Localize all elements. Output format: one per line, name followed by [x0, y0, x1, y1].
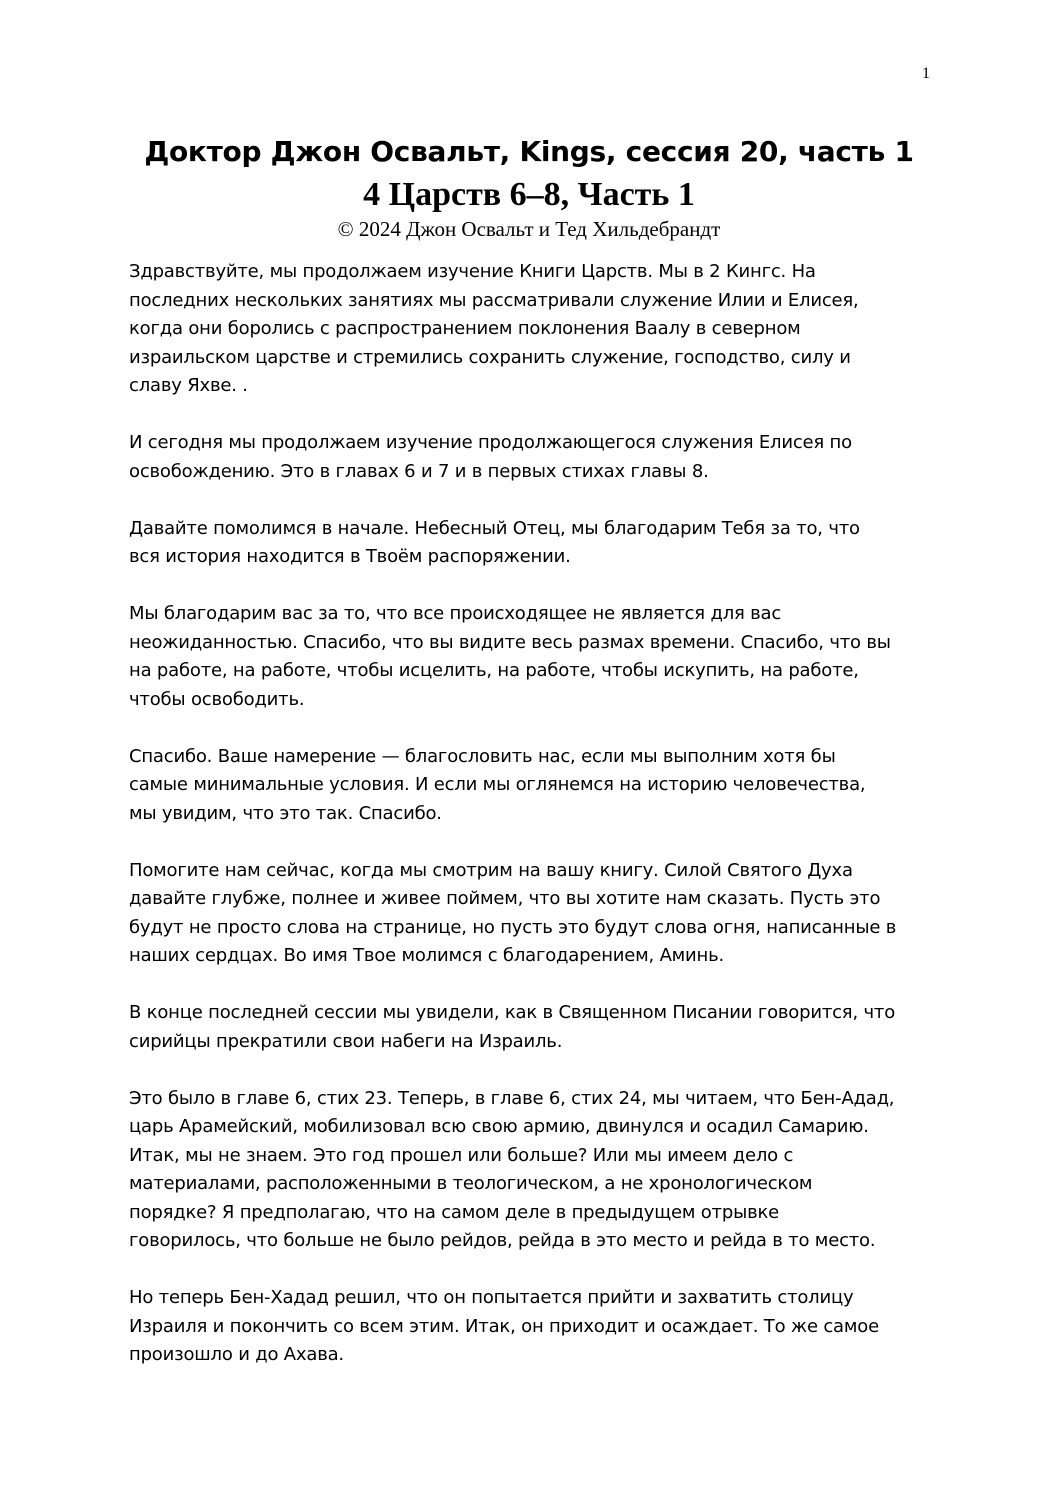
- paragraph-line: Но теперь Бен-Хадад решил, что он попытается прийти и захватить столицу: [129, 1287, 854, 1308]
- paragraph: [129, 857, 949, 971]
- paragraph: [129, 1284, 949, 1370]
- paragraph-line: мы увидим, что это так. Спасибо.: [129, 802, 442, 824]
- paragraph: [129, 600, 949, 714]
- paragraph-line: Спасибо. Ваше намерение — благословить нас, если мы выполним хотя бы: [129, 745, 836, 767]
- paragraph-line: Итак, мы не знаем. Это год прошел или больше? Или мы имеем дело с: [129, 1144, 794, 1166]
- paragraph-line: царь Арамейский, мобилизовал всю свою армию, двинулся и осадил Самарию.: [129, 1116, 869, 1137]
- paragraph-line: вся история находится в Твоём распоряжении.: [129, 546, 571, 567]
- paragraph-line: порядке? Я предполагаю, что на самом деле в предыдущем отрывке: [129, 1201, 780, 1223]
- document-subtitle: 4 Царств 6–8, Часть 1: [363, 176, 695, 213]
- paragraph-line: материалами, расположенными в теологическом, а не хронологическом: [129, 1173, 813, 1194]
- paragraph: [129, 515, 949, 572]
- paragraph-line: самые минимальные условия. И если мы оглянемся на историю человечества,: [129, 774, 866, 795]
- paragraph-line: сирийцы прекратили свои набеги на Израиль.: [129, 1030, 563, 1052]
- copyright-notice: © 2024 Джон Освальт и Тед Хильдебрандт: [337, 217, 721, 241]
- paragraph-line: Мы благодарим вас за то, что все происходящее не является для вас: [129, 603, 782, 624]
- paragraph: [129, 1085, 949, 1256]
- paragraph-line: Израиля и покончить со всем этим. Итак, он приходит и осаждает. То же самое: [129, 1315, 879, 1337]
- paragraph-line: Помогите нам сейчас, когда мы смотрим на вашу книгу. Силой Святого Духа: [129, 859, 853, 881]
- paragraph-line: говорилось, что больше не было рейдов, рейда в это место и рейда в то место.: [129, 1230, 876, 1251]
- paragraph-line: неожиданностью. Спасибо, что вы видите весь размах времени. Спасибо, что вы: [129, 631, 891, 653]
- paragraph-line: В конце последней сессии мы увидели, как в Священном Писании говорится, что: [129, 1002, 896, 1023]
- paragraph: [129, 429, 949, 486]
- paragraph-line: освобождению. Это в главах 6 и 7 и в первых стихах главы 8.: [129, 460, 709, 482]
- document-body: [129, 258, 949, 1398]
- paragraph-line: чтобы освободить.: [129, 688, 305, 710]
- paragraph: [129, 743, 949, 829]
- paragraph-line: будут не просто слова на странице, но пусть это будут слова огня, написанные в: [129, 916, 897, 938]
- paragraph-line: И сегодня мы продолжаем изучение продолжающегося служения Елисея по: [129, 432, 852, 453]
- paragraph-line: когда они боролись с распространением поклонения Ваалу в северном: [129, 318, 801, 339]
- paragraph-line: Здравствуйте, мы продолжаем изучение Книги Царств. Мы в 2 Кингс. На: [129, 261, 816, 282]
- paragraph-line: произошло и до Ахава.: [129, 1344, 344, 1365]
- paragraph-line: на работе, на работе, чтобы исцелить, на работе, чтобы искупить, на работе,: [129, 660, 859, 681]
- page-number: 1: [922, 65, 930, 82]
- document-title: Доктор Джон Освальт, Kings, сессия 20, часть 1: [144, 135, 914, 168]
- paragraph-line: последних нескольких занятиях мы рассматривали служение Илии и Елисея,: [129, 289, 859, 311]
- paragraph-line: израильском царстве и стремились сохранить служение, господство, силу и: [129, 346, 851, 368]
- paragraph: [129, 258, 949, 401]
- paragraph: [129, 999, 949, 1056]
- paragraph-line: наших сердцах. Во имя Твое молимся с благодарением, Аминь.: [129, 945, 725, 966]
- paragraph-line: славу Яхве. .: [129, 375, 248, 396]
- paragraph-line: Давайте помолимся в начале. Небесный Отец, мы благодарим Тебя за то, что: [129, 517, 860, 539]
- paragraph-line: Это было в главе 6, стих 23. Теперь, в главе 6, стих 24, мы читаем, что Бен-Адад,: [129, 1087, 895, 1109]
- paragraph-line: давайте глубже, полнее и живее поймем, что вы хотите нам сказать. Пусть это: [129, 888, 881, 909]
